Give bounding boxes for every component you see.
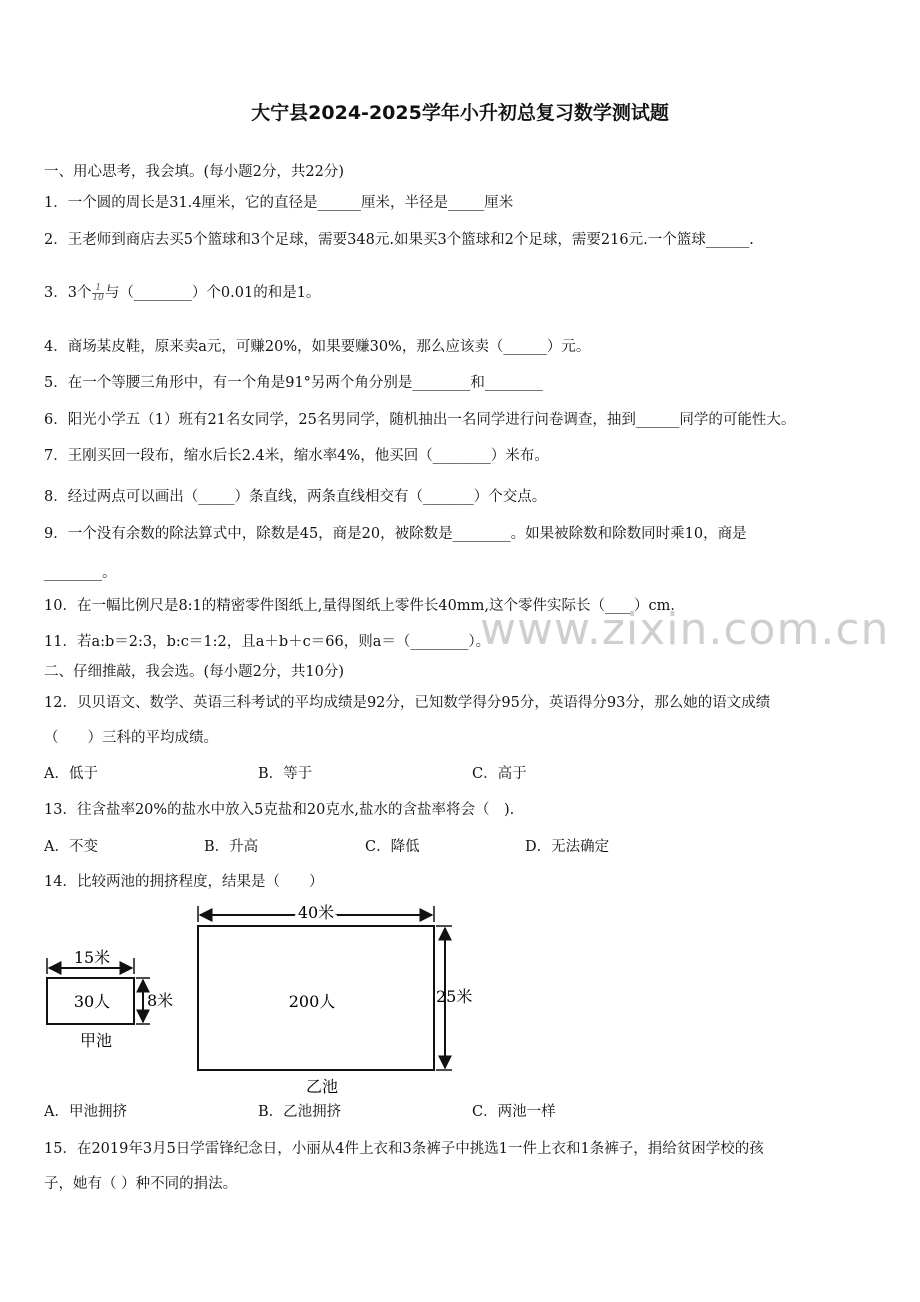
question-1: 1．一个圆的周长是31.4厘米，它的直径是______厘米，半径是_____厘米 <box>44 195 514 211</box>
pool-b-name: 乙池 <box>305 1077 339 1096</box>
fraction-denominator: 10 <box>92 292 104 303</box>
question-5: 5．在一个等腰三角形中，有一个角是91°另两个角分别是________和________ <box>44 375 543 391</box>
question-2: 2．王老师到商店去买5个篮球和3个足球，需要348元.如果买3个篮球和2个足球，需要216元.一个篮球______. <box>44 232 754 248</box>
question-13: 13．往含盐率20%的盐水中放入5克盐和20克水,盐水的含盐率将会（ ). <box>44 802 515 818</box>
q13-option-b: B．升高 <box>204 839 259 855</box>
question-8: 8．经过两点可以画出（_____）条直线，两条直线相交有（_______）个交点。 <box>44 489 547 505</box>
fraction-one-tenth <box>92 284 103 303</box>
q13-option-a: A．不变 <box>44 839 98 855</box>
q13-option-c: C．降低 <box>365 839 420 855</box>
section-2-heading: 二、仔细推敲，我会选。(每小题2分，共10分) <box>44 664 344 680</box>
pool-a-width-label: 15米 <box>73 948 111 967</box>
q14-option-b: B．乙池拥挤 <box>258 1104 342 1120</box>
question-15-line-1: 15．在2019年3月5日学雷锋纪念日，小丽从4件上衣和3条裤子中挑选1一件上衣和1条裤子，捐给贫困学校的孩 <box>44 1141 764 1157</box>
question-15-line-2: 子，她有（ ）种不同的捐法。 <box>44 1176 238 1192</box>
question-4: 4．商场某皮鞋，原来卖a元，可赚20%，如果要赚30%，那么应该卖（______）元。 <box>44 339 591 355</box>
pool-a <box>47 948 173 1050</box>
pool-b-width-label: 40米 <box>297 903 335 922</box>
q12-option-b: B．等于 <box>258 766 313 782</box>
question-6: 6．阳光小学五（1）班有21名女同学，25名男同学，随机抽出一名同学进行问卷调查，抽到______同学的可能性大。 <box>44 412 796 428</box>
question-9-line-2: ________。 <box>44 565 117 581</box>
question-12-line-2: （ ）三科的平均成绩。 <box>44 730 218 746</box>
section-1-heading: 一、用心思考，我会填。(每小题2分，共22分) <box>44 164 344 180</box>
question-3-text-before: 3．3个 <box>44 285 92 301</box>
pool-b-people: 200人 <box>288 992 336 1011</box>
q14-option-a: A．甲池拥挤 <box>44 1104 127 1120</box>
q12-option-a: A．低于 <box>44 766 98 782</box>
fraction-numerator: 1 <box>92 284 103 294</box>
q12-option-c: C．高于 <box>472 766 527 782</box>
pool-a-people: 30人 <box>73 992 111 1011</box>
q13-option-d: D．无法确定 <box>525 839 610 855</box>
page-title: 大宁县2024-2025学年小升初总复习数学测试题 <box>251 102 669 124</box>
question-3-text-after: 与（________）个0.01的和是1。 <box>104 285 321 301</box>
question-10: 10．在一幅比例尺是8:1的精密零件图纸上,量得图纸上零件长40mm,这个零件实际长（____）cm． <box>44 598 685 614</box>
watermark: www.zixin.com.cn <box>480 604 890 655</box>
q14-option-c: C．两池一样 <box>472 1104 556 1120</box>
pool-a-height-label: 8米 <box>147 991 174 1010</box>
pools-figure <box>40 898 480 1098</box>
question-12-line-1: 12．贝贝语文、数学、英语三科考试的平均成绩是92分，已知数学得分95分，英语得分93分，那么她的语文成绩 <box>44 695 771 711</box>
pool-a-name: 甲池 <box>79 1031 113 1050</box>
pool-b <box>198 903 472 1096</box>
question-14: 14．比较两池的拥挤程度，结果是（ ） <box>44 874 324 890</box>
question-11: 11．若a:b＝2:3，b:c＝1:2，且a＋b＋c＝66，则a＝（________）。 <box>44 634 491 650</box>
question-3 <box>44 283 320 303</box>
question-7: 7．王刚买回一段布，缩水后长2.4米，缩水率4%，他买回（________）米布。 <box>44 448 549 464</box>
pool-b-height-label: 25米 <box>436 987 473 1006</box>
question-9-line-1: 9．一个没有余数的除法算式中，除数是45，商是20，被除数是________。如果被除数和除数同时乘10，商是 <box>44 526 747 542</box>
